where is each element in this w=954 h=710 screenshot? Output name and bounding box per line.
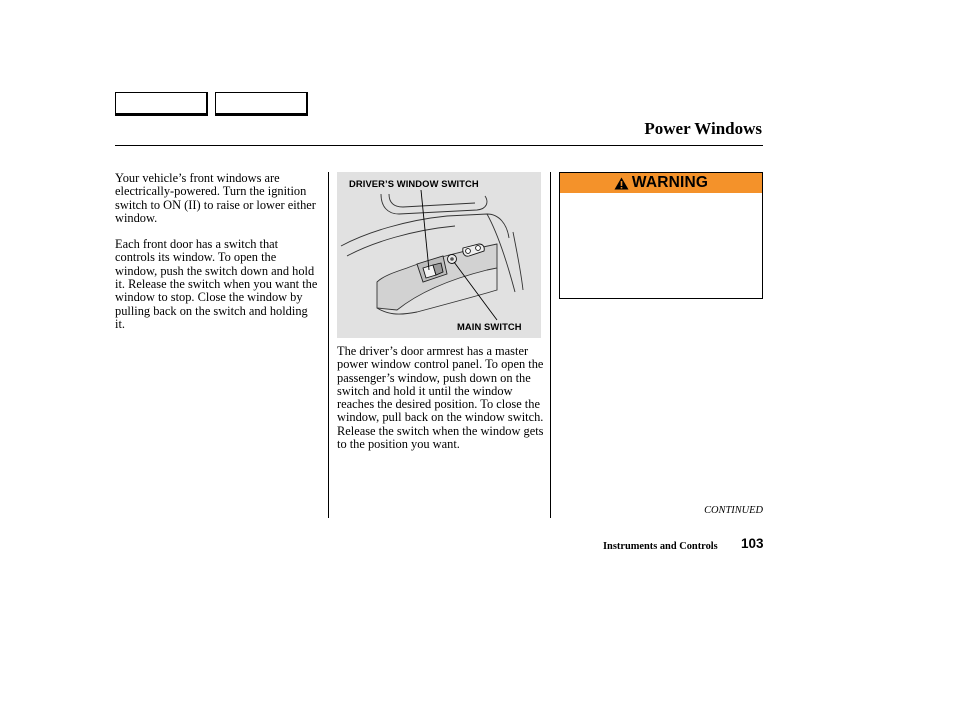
column-divider — [550, 172, 551, 518]
column-divider — [328, 172, 329, 518]
power-window-switch-illustration — [337, 172, 541, 338]
callout-drivers-window-switch: DRIVER’S WINDOW SWITCH — [349, 178, 479, 189]
paragraph-front-door-switch: Each front door has a switch that controls its window. To open the window, push the switch down and hold it. Release the switch when you want the window to stop. Close the window by pulling back on the switch and holding it. — [115, 237, 318, 331]
nav-button-1[interactable] — [115, 92, 208, 116]
page-title: Power Windows — [644, 119, 762, 138]
warning-triangle-icon — [614, 177, 629, 190]
warning-box — [559, 172, 763, 299]
middle-column — [337, 345, 545, 451]
left-column — [115, 172, 319, 344]
title-divider — [115, 145, 763, 146]
footer-section-name: Instruments and Controls — [603, 541, 718, 552]
continued-note: CONTINUED — [704, 505, 763, 516]
window-switch-figure — [337, 172, 541, 338]
page-number: 103 — [741, 536, 764, 551]
paragraph-master-panel: The driver’s door armrest has a master power window control panel. To open the passenger’s window, push down on the switch and hold it until the window reaches the desired position. To close the window, pull back on the window switch. Release the switch when the window gets to the position you want. — [337, 344, 544, 452]
paragraph-intro: Your vehicle’s front windows are electrically-powered. Turn the ignition switch to ON (II) to raise or lower either window. — [115, 171, 316, 225]
warning-label: WARNING — [631, 174, 709, 191]
nav-button-2[interactable] — [215, 92, 308, 116]
callout-main-switch: MAIN SWITCH — [457, 321, 522, 332]
warning-header — [560, 173, 762, 193]
